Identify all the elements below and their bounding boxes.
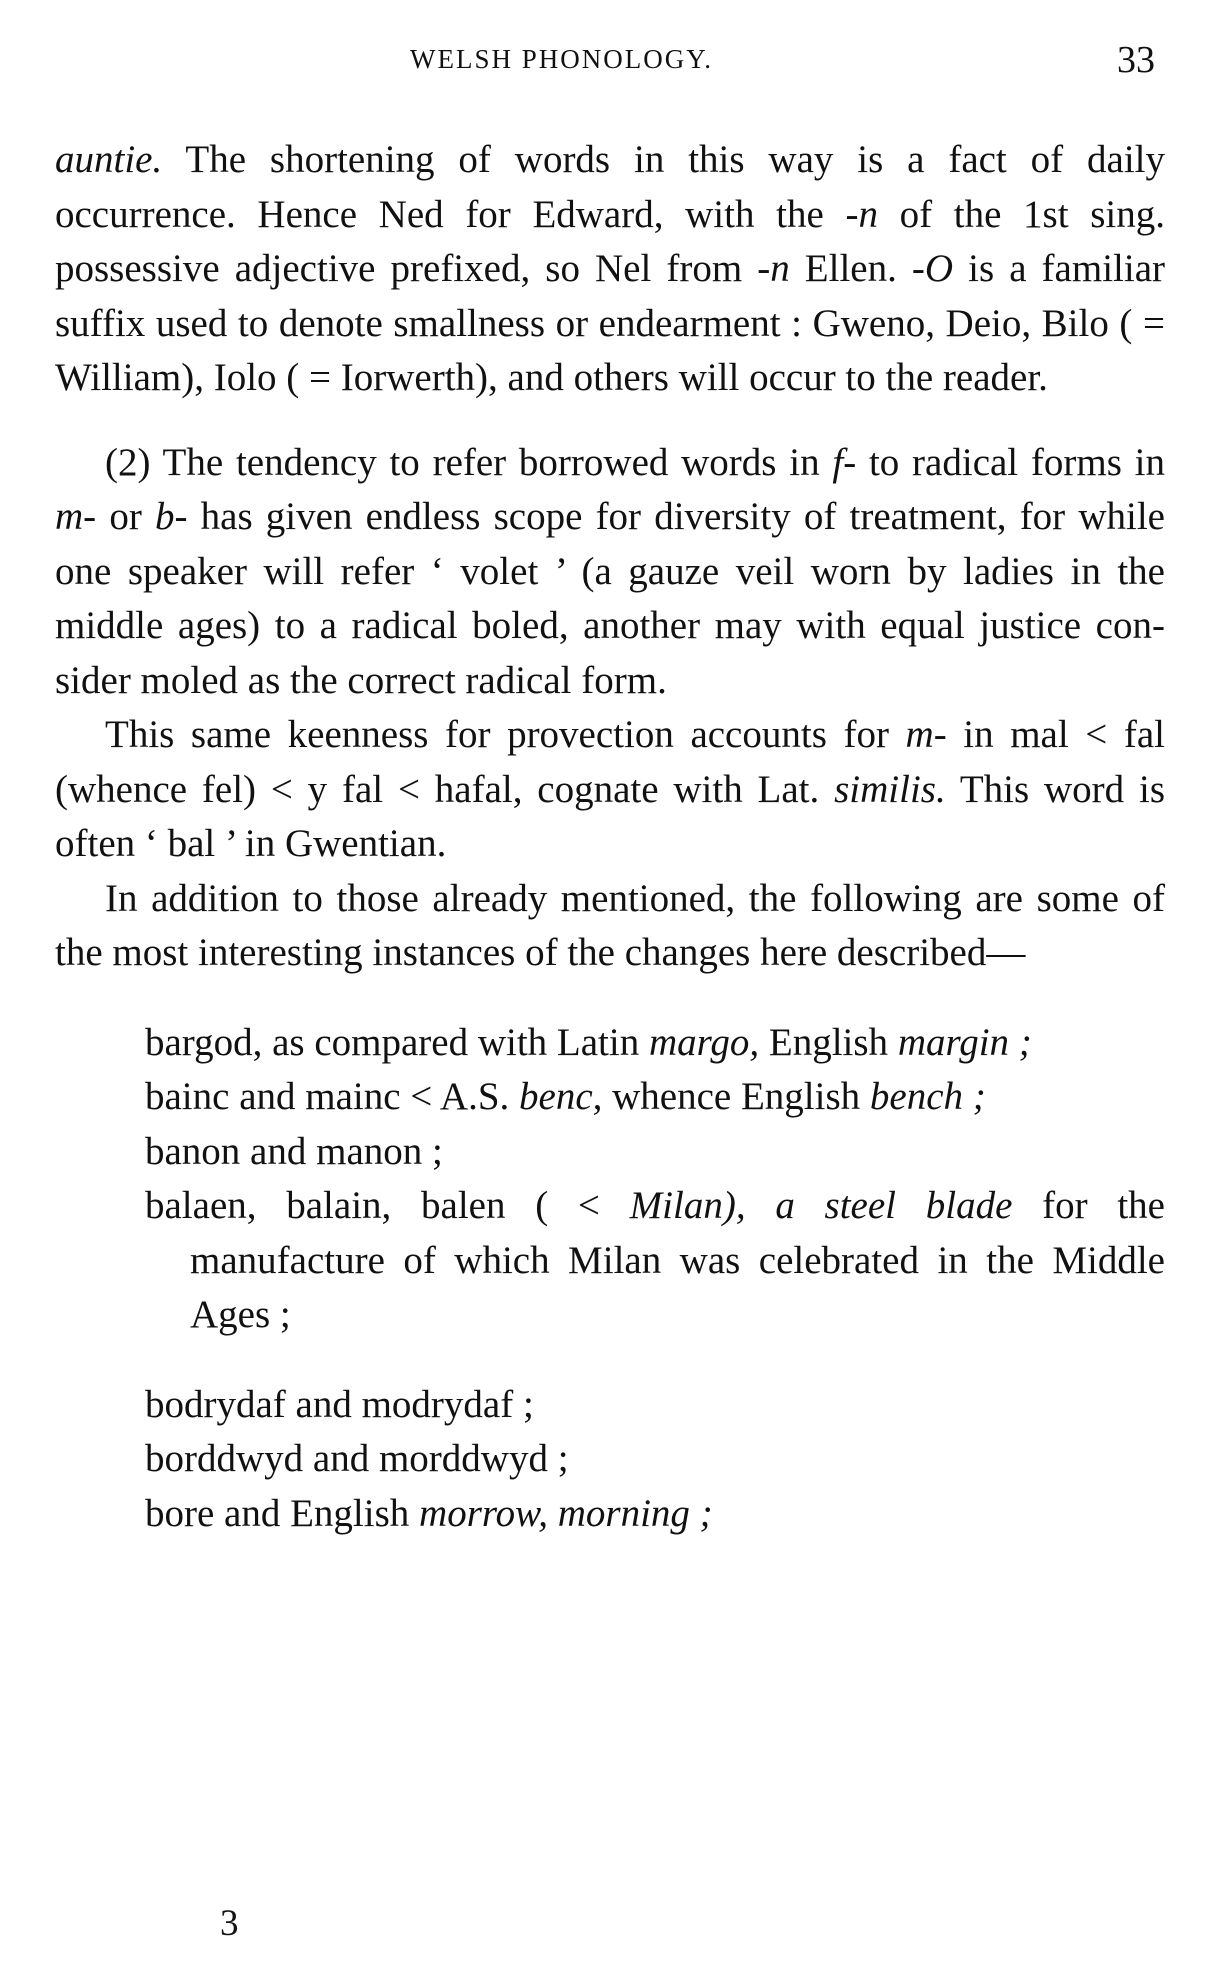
- text-run: has given endless scope for diversity of treatment, for while one speaker will refer ‘ volet ’ (a gauze veil worn by ladies in the middle ages) to a radical boled, another may with equal justice consider moled as the correct radical form.: [55, 495, 1165, 702]
- list-item: banon and manon ;: [145, 1129, 443, 1173]
- text-run: The shortening of words in this way is a fact of daily occurrence. Hence Ned for Edward, with the: [55, 138, 1165, 236]
- italic-term: similis.: [834, 767, 946, 811]
- list-item: bargod, as compared with Latin margo, English margin ;: [145, 1020, 1032, 1064]
- text-run: This word is often ‘ bal ’ in Gwentian.: [55, 767, 1165, 865]
- paragraph-diminutives: [55, 133, 1165, 406]
- paragraph-instances-intro: [55, 872, 1165, 981]
- running-title: WELSH PHONOLOGY.: [410, 44, 714, 74]
- italic-term: -n: [845, 192, 878, 236]
- italic-term: -O: [911, 247, 954, 290]
- italic-term: m-: [905, 713, 947, 756]
- italic-term: a steel blade: [775, 1184, 1013, 1227]
- page-body: [55, 133, 1165, 1541]
- page-number: 33: [1117, 39, 1155, 81]
- italic-term: Milan),: [629, 1184, 746, 1227]
- text-run: In addition to those already mentioned, the following are some of the most interesting instances of the changes here described—: [55, 876, 1165, 974]
- list-item: balaen, balain, balen ( < Milan), a steel blade for the manufacture of which Milan was celebrated in the Middle Ages ;: [145, 1184, 1165, 1336]
- italic-term: margo,: [648, 1020, 760, 1064]
- spacer: [55, 406, 1165, 436]
- spacer: [55, 981, 1165, 1016]
- list-item: borddwyd and morddwyd ;: [145, 1437, 569, 1480]
- text-run: to radical forms in: [856, 440, 1166, 484]
- italic-term: b-: [154, 495, 188, 538]
- italic-term: margin ;: [897, 1020, 1032, 1064]
- list-item: bodrydaf and modrydaf ;: [145, 1382, 534, 1426]
- spacer: [55, 1343, 1165, 1378]
- italic-term: bench ;: [869, 1075, 986, 1118]
- text-run: is a familiar suffix used to denote smallness or endearment : Gweno, Deio, Bilo ( = William), Iolo ( = Iorwerth), and others will occur to the reader.: [55, 247, 1165, 399]
- italic-term: m-: [55, 495, 97, 538]
- signature-mark: 3: [220, 1903, 239, 1944]
- paragraph-provection: [55, 708, 1165, 872]
- italic-term: auntie.: [55, 138, 163, 181]
- running-head: [0, 38, 1215, 88]
- text-run: in mal < fal (whence fel) < y fal < hafal, cognate with Lat.: [55, 713, 1165, 811]
- text-run: This same keenness for provection accounts for: [105, 713, 906, 756]
- examples-list-2: [55, 1378, 1165, 1542]
- text-run: Ellen.: [789, 247, 912, 290]
- list-item: bainc and mainc < A.S. benc, whence English bench ;: [145, 1075, 986, 1118]
- list-item: bore and English morrow, morning ;: [145, 1491, 713, 1535]
- italic-term: -n: [757, 247, 790, 290]
- paragraph-borrowed-words: [55, 436, 1165, 709]
- text-run: of the 1st sing. possessive adjective prefixed, so Nel from: [55, 192, 1165, 290]
- examples-list-1: [55, 1016, 1165, 1343]
- italic-term: morrow, morning ;: [419, 1491, 713, 1535]
- text-run: (2) The tendency to refer borrowed words in: [105, 440, 833, 484]
- italic-term: f-: [832, 440, 857, 484]
- italic-term: benc,: [519, 1075, 603, 1118]
- text-run: or: [96, 495, 155, 538]
